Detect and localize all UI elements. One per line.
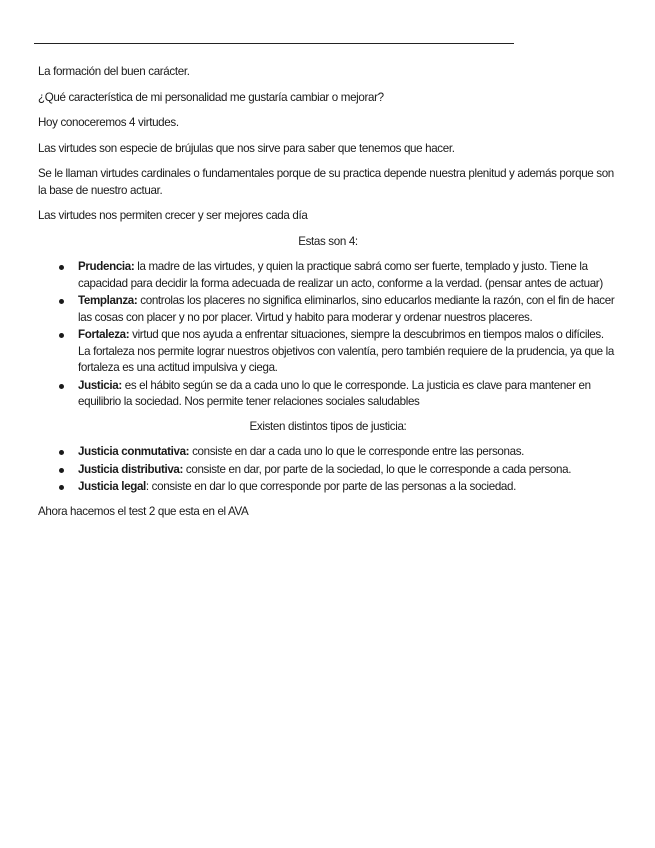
virtue-term: Fortaleza: bbox=[78, 328, 130, 341]
justice-term: Justicia conmutativa: bbox=[78, 445, 190, 458]
virtue-text: la madre de las virtudes, y quien la practique sabrá como ser fuerte, templado y justo. Tiene la capacidad para decidir la forma adecuada de realizar un acto, conforme a la verdad. (pensar antes de actuar) bbox=[78, 260, 603, 290]
document-body bbox=[38, 64, 618, 529]
header-rule bbox=[34, 43, 514, 44]
justice-term: Justicia legal bbox=[78, 480, 146, 493]
list-item bbox=[78, 293, 618, 326]
justice-text: consiste en dar, por parte de la sociedad, lo que le corresponde a cada persona. bbox=[183, 462, 572, 476]
justice-heading: Existen distintos tipos de justicia: bbox=[249, 419, 407, 433]
intro-line: Se le llaman virtudes cardinales o fundamentales porque de su practica depende nuestra plenitud y además porque son la base de nuestro actuar. bbox=[38, 167, 614, 197]
list-item bbox=[78, 259, 618, 292]
intro-line: Las virtudes nos permiten crecer y ser mejores cada día bbox=[38, 209, 308, 222]
virtue-term: Prudencia: bbox=[78, 260, 135, 273]
list-item bbox=[78, 378, 618, 411]
list-item bbox=[78, 444, 618, 461]
virtue-text: virtud que nos ayuda a enfrentar situaciones, siempre la descubrimos en tiempos malos o difíciles. La fortaleza nos permite lograr nuestros objetivos con valentía, pero también requiere de la prudencia, ya que la fortaleza es una actitud impulsiva y ciega. bbox=[78, 328, 614, 374]
virtues-heading: Estas son 4: bbox=[298, 234, 358, 248]
intro-line: Las virtudes son especie de brújulas que nos sirve para saber que tenemos que hacer. bbox=[38, 141, 455, 155]
list-item bbox=[78, 479, 618, 496]
justice-text: consiste en dar a cada uno lo que le corresponde entre las personas. bbox=[189, 445, 525, 458]
title-line: La formación del buen carácter. bbox=[38, 65, 190, 78]
question-line: ¿Qué característica de mi personalidad me gustaría cambiar o mejorar? bbox=[38, 90, 384, 104]
justice-term: Justicia distributiva: bbox=[78, 462, 184, 476]
virtues-list bbox=[38, 259, 618, 411]
intro-line: Hoy conoceremos 4 virtudes. bbox=[38, 116, 179, 129]
list-item bbox=[78, 462, 618, 479]
virtue-text: es el hábito según se da a cada uno lo que le corresponde. La justicia es clave para mantener en equilibrio la sociedad. Nos permite tener relaciones sociales saludables bbox=[78, 378, 591, 408]
virtue-text: controlas los placeres no significa eliminarlos, sino educarlos mediante la razón, con el fin de hacer las cosas con placer y no por placer. Virtud y habito para moderar y ordenar nuestros placeres. bbox=[78, 294, 615, 324]
virtue-term: Justicia: bbox=[78, 378, 122, 392]
closing-line: Ahora hacemos el test 2 que esta en el AVA bbox=[38, 504, 249, 518]
virtue-term: Templanza: bbox=[78, 294, 138, 307]
justice-list bbox=[38, 444, 618, 496]
justice-text: : consiste en dar lo que corresponde por parte de las personas a la sociedad. bbox=[145, 480, 516, 493]
list-item bbox=[78, 327, 618, 377]
